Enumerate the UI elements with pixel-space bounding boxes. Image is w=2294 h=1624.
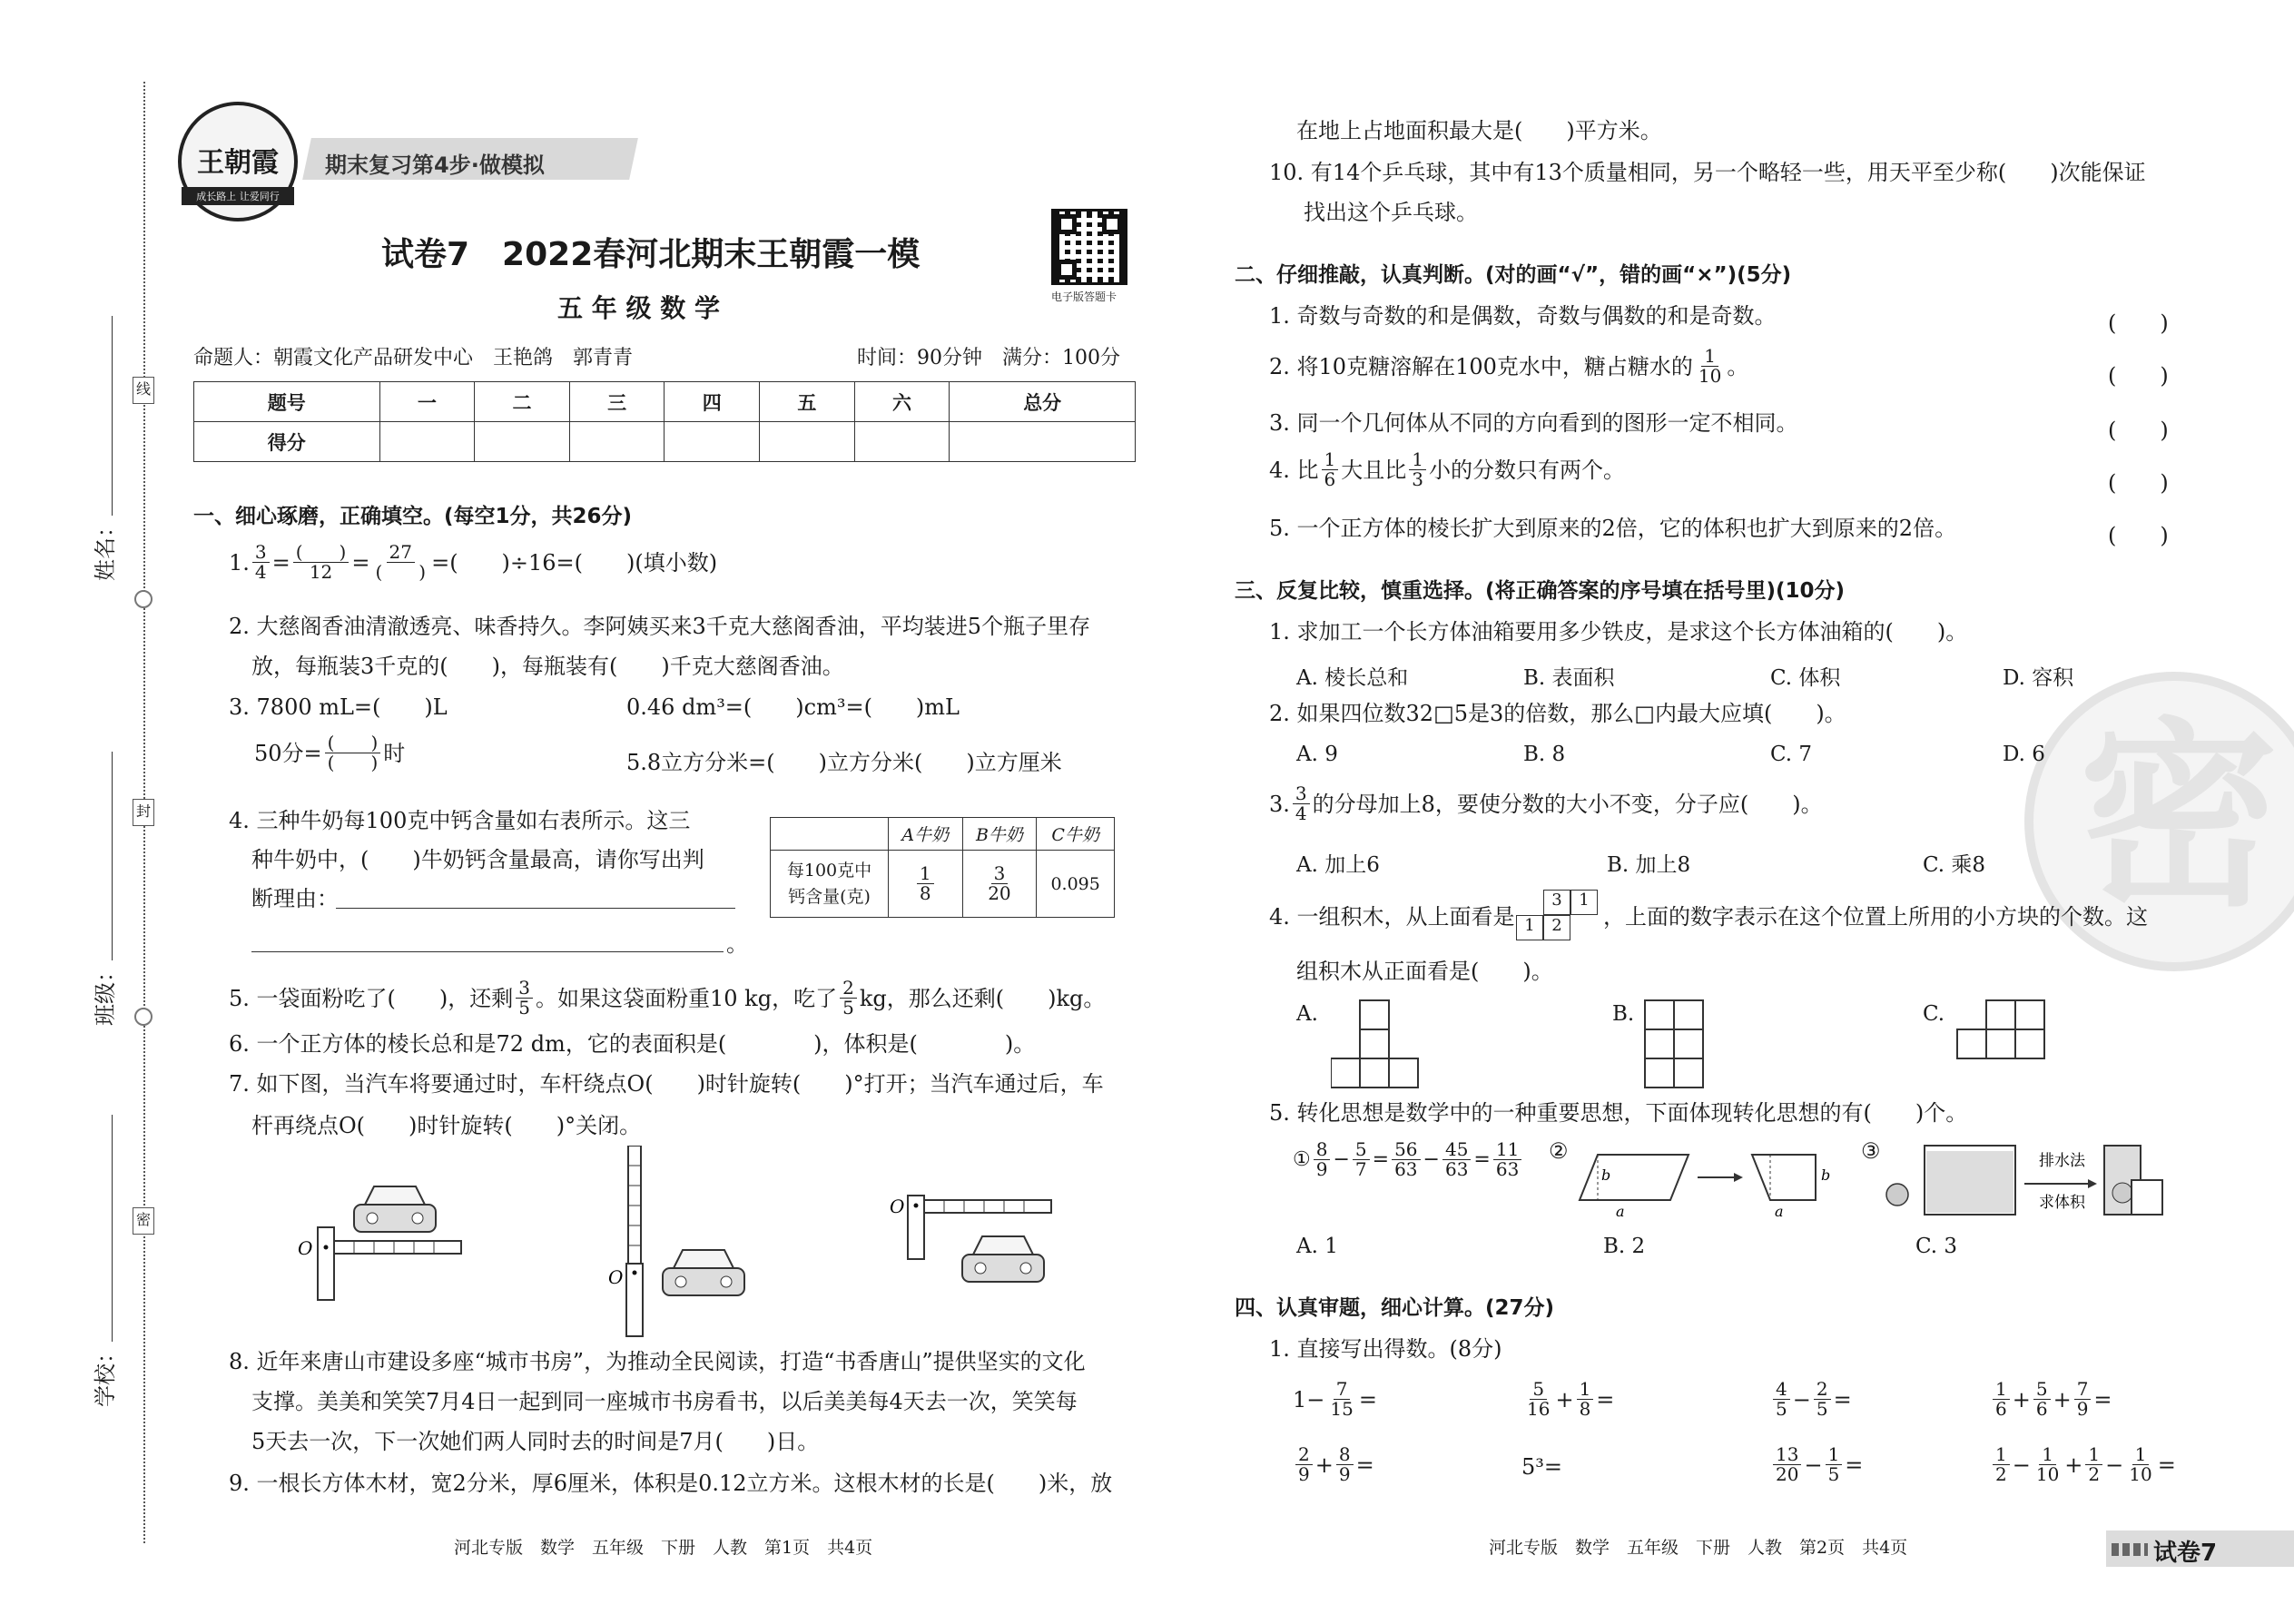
q4-line2: 种牛奶中，( )牛奶钙含量最高，请你写出判	[251, 847, 704, 872]
fraction: $\frac{1}{8}$	[1577, 1380, 1594, 1419]
q8-line2: 支撑。美美和笑笑7月4日一起到同一座城市书房看书，以后美美每4天去一次，笑笑每	[251, 1389, 1078, 1414]
q3a: 3. 7800 mL=( )L	[229, 694, 448, 720]
q3c: 50分= $\frac{( )}{( )}$ 时	[254, 732, 406, 773]
fraction: $\frac{56}{63}$	[1392, 1140, 1420, 1179]
seal-char-mi: 密	[133, 1207, 154, 1235]
choice-q1-a[interactable]: A. 棱长总和	[1296, 666, 1409, 690]
footer-tag: 试卷7	[2153, 1540, 2218, 1567]
q9: 9. 一根长方体木材，宽2分米，厚6厘米，体积是0.12立方米。这根木材的长是( )米，放	[229, 1471, 1113, 1496]
choice-q4-c: 组积木从正面看是( )。	[1296, 959, 1553, 984]
choice-q2-b[interactable]: B. 8	[1523, 743, 1566, 766]
score-cell: 五	[760, 382, 855, 422]
section1-title: 一、细心琢磨，正确填空。(每空1分，共26分)	[193, 505, 633, 528]
q4-end: 。	[726, 931, 748, 957]
judge-2: 2. 将10克糖溶解在100克水中，糖占糖水的 $\frac{1}{10}$ 。	[1269, 345, 1749, 387]
judge-answer-4[interactable]: ( )	[2108, 470, 2169, 496]
qr-code[interactable]	[1051, 209, 1127, 285]
score-input[interactable]	[379, 422, 475, 462]
judge-answer-1[interactable]: ( )	[2108, 310, 2169, 336]
barrier-open	[608, 1146, 744, 1336]
q10-line1: 10. 有14个乒乓球，其中有13个质量相同，另一个略轻一些，用天平至少称( )次能保证	[1269, 160, 2146, 185]
judge-4: 4. 比 $\frac{1}{6}$ 大且比 $\frac{1}{3}$ 小的分数只有两个。	[1269, 448, 1625, 490]
logo-text: 王朝霞	[197, 147, 279, 179]
fraction: $\frac{2}{5}$	[1814, 1380, 1831, 1419]
fraction: $\frac{1}{10}$	[2129, 1443, 2152, 1485]
score-input[interactable]	[475, 422, 570, 462]
logo-seal	[178, 102, 298, 221]
section3-title: 三、反复比较，慎重选择。(将正确答案的序号填在括号里)(10分)	[1235, 579, 1846, 603]
q2-line1: 2. 大慈阁香油清澈透亮、味香持久。李阿姨买来3千克大慈阁香油，平均装进5个瓶子里存	[229, 614, 1091, 639]
calc-7: $\frac{13}{20}$ − $\frac{1}{5}$ =	[1770, 1445, 1863, 1484]
fraction: $\frac{3}{5}$	[516, 979, 533, 1018]
choice-q4-opt-c[interactable]: C.	[1923, 1002, 1945, 1026]
q5-mark-2: ②	[1549, 1138, 1569, 1164]
fraction: $\frac{1}{8}$	[917, 864, 934, 903]
score-cell: 三	[569, 382, 665, 422]
barrier-closed	[298, 1186, 461, 1300]
score-cell: 四	[665, 382, 760, 422]
fraction: $\frac{5}{16}$	[1527, 1378, 1551, 1420]
choice-q1-c[interactable]: C. 体积	[1770, 666, 1841, 690]
milk-header: B牛奶	[962, 818, 1037, 851]
barrier-closing	[890, 1196, 1051, 1282]
base-label: a	[1775, 1203, 1784, 1218]
fraction: $\frac{1}{2}$	[2085, 1445, 2102, 1484]
q3b: 0.46 dm³=( )cm³=( )mL	[626, 694, 960, 720]
fraction: $\frac{( )}{12}$	[293, 543, 350, 582]
fraction: $\frac{1}{2}$	[1993, 1445, 2010, 1484]
q6: 6. 一个正方体的棱长总和是72 dm，它的表面积是( )，体积是( )。	[229, 1031, 1036, 1057]
q2-line2: 放，每瓶装3千克的( )，每瓶装有( )千克大慈阁香油。	[251, 654, 844, 679]
footer-left: 河北专版 数学 五年级 下册 人教 第1页 共4页	[454, 1538, 873, 1558]
q7-line1: 7. 如下图，当汽车将要通过时，车杆绕点O( )时针旋转( )°打开；当汽车通过后，车	[229, 1071, 1104, 1097]
fraction: $\frac{2}{9}$	[1295, 1445, 1313, 1484]
point-o-label: O	[608, 1266, 624, 1288]
section2-title: 二、仔细推敲，认真判断。(对的画“√”，错的画“×”)(5分)	[1235, 263, 1792, 287]
fraction: $\frac{( )}{( )}$	[325, 733, 381, 773]
section4-title: 四、认真审题，细心计算。(27分)	[1235, 1296, 1555, 1320]
exam-title: 试卷7 2022春河北期末王朝霞一模	[381, 236, 921, 273]
score-cell: 得分	[194, 422, 380, 462]
choice-q3-b[interactable]: B. 加上8	[1607, 853, 1691, 877]
class-label: 班级：	[93, 960, 118, 1026]
point-o-label: O	[298, 1237, 313, 1259]
choice-q4-opt-a[interactable]: A.	[1296, 1002, 1318, 1026]
choice-q5-a[interactable]: A. 1	[1296, 1235, 1338, 1258]
authors: 命题人：朝霞文化产品研发中心 王艳鸽 郭青青	[193, 347, 634, 369]
score-cell: 总分	[950, 382, 1136, 422]
front-view-b	[1643, 999, 1716, 1089]
choice-q2-a[interactable]: A. 9	[1296, 743, 1338, 766]
judge-answer-3[interactable]: ( )	[2108, 418, 2169, 443]
q9-cont: 在地上占地面积最大是( )平方米。	[1296, 118, 1662, 143]
score-input[interactable]	[665, 422, 760, 462]
calc-6: 5³=	[1521, 1454, 1562, 1480]
judge-answer-5[interactable]: ( )	[2108, 523, 2169, 548]
choice-q2-d[interactable]: D. 6	[2003, 743, 2045, 766]
fraction: $\frac{3}{4}$	[1293, 784, 1310, 823]
car-icon	[663, 1250, 744, 1295]
q7-line2: 杆再绕点O( )时针旋转( )°关闭。	[251, 1113, 642, 1138]
banner-text: 期末复习第4步·做模拟	[325, 153, 545, 178]
fraction: $\frac{1}{6}$	[1322, 450, 1339, 489]
judge-1: 1. 奇数与奇数的和是偶数，奇数与偶数的和是奇数。	[1269, 303, 1777, 329]
choice-q1-b[interactable]: B. 表面积	[1523, 666, 1615, 690]
calc-3: $\frac{4}{5}$ − $\frac{2}{5}$ =	[1770, 1380, 1852, 1419]
choice-q1: 1. 求加工一个长方体油箱要用多少铁皮，是求这个长方体油箱的( )。	[1269, 619, 1968, 645]
qr-caption: 电子版答题卡	[1051, 290, 1117, 303]
q8-line3: 5天去一次，下一次她们两人同时去的时间是7月( )日。	[251, 1429, 820, 1454]
fraction: $\frac{1}{5}$	[1826, 1445, 1843, 1484]
score-input[interactable]	[569, 422, 665, 462]
barrier-figure	[290, 1146, 1126, 1345]
fraction: $\frac{1}{10}$	[1698, 345, 1722, 387]
fraction: $\frac{11}{63}$	[1493, 1140, 1521, 1179]
time-score: 时间：90分钟 满分：100分	[857, 347, 1120, 369]
calc-8: $\frac{1}{2}$ − $\frac{1}{10}$ + $\frac{1}{2}$ − $\frac{1}{10}$ =	[1990, 1445, 2176, 1484]
exam-subtitle: 五 年 级 数 学	[557, 293, 720, 323]
name-field[interactable]	[87, 272, 123, 581]
height-label: b	[1821, 1166, 1831, 1184]
choice-q5: 5. 转化思想是数学中的一种重要思想，下面体现转化思想的有( )个。	[1269, 1100, 1968, 1126]
choice-q4-a: 4. 一组积木，从上面看是	[1269, 904, 1515, 930]
fraction: $\frac{8}{9}$	[1336, 1445, 1354, 1484]
fraction: $\frac{13}{20}$	[1773, 1445, 1801, 1484]
fraction: $\frac{1}{10}$	[2035, 1443, 2060, 1485]
base-label: a	[1616, 1203, 1625, 1218]
q1-middle: =( )÷16=( )	[431, 549, 635, 576]
point-o-label: O	[890, 1196, 905, 1217]
score-cell: 六	[854, 382, 950, 422]
q5-expr: ① $\frac{8}{9}$ − $\frac{5}{7}$ = $\frac{56}{63}$ − $\frac{45}{63}$ = $\frac{11}{63}$	[1293, 1140, 1524, 1179]
binding-hole-2	[134, 1008, 153, 1026]
school-field[interactable]	[87, 1071, 123, 1407]
score-table	[193, 381, 1136, 462]
q5-mark-3: ③	[1861, 1138, 1881, 1164]
choice-q5-c[interactable]: C. 3	[1915, 1235, 1958, 1258]
milk-c-value: 0.095	[1037, 851, 1115, 918]
fraction: $\frac{1}{3}$	[1409, 450, 1426, 489]
method-label-2: 求体积	[2039, 1194, 2085, 1212]
choice-q4-b: ，上面的数字表示在这个位置上所用的小方块的个数。这	[1603, 904, 2148, 930]
section4-q1: 1. 直接写出得数。(8分)	[1269, 1336, 1502, 1362]
q4-line1: 4. 三种牛奶每100克中钙含量如右表所示。这三	[229, 808, 691, 833]
top-view-grid: 3 1 1 2	[1516, 890, 1598, 940]
score-row-score	[194, 422, 1136, 462]
q1-number: 1.	[229, 549, 250, 576]
milk-header	[771, 818, 889, 851]
choice-q2: 2. 如果四位数32□5是3的倍数，那么□内最大应填( )。	[1269, 701, 1846, 726]
score-input[interactable]	[760, 422, 855, 462]
choice-q4-opt-b[interactable]: B.	[1612, 1002, 1635, 1026]
calc-2: $\frac{5}{16}$ + $\frac{1}{8}$ =	[1521, 1380, 1614, 1419]
car-icon	[962, 1236, 1044, 1282]
q1: 1. $\frac{3}{4}$ = $\frac{( )}{12}$ = $\frac{27}{( )}$ =( )÷16=( ) (填小数)	[229, 541, 718, 583]
judge-5: 5. 一个正方体的棱长扩大到原来的2倍，它的体积也扩大到原来的2倍。	[1269, 516, 1957, 541]
fraction: $\frac{8}{9}$	[1314, 1140, 1331, 1179]
score-cell: 一	[379, 382, 475, 422]
q4-reason-blank[interactable]	[336, 908, 735, 909]
fraction: $\frac{27}{( )}$	[375, 541, 427, 583]
milk-header: C牛奶	[1037, 818, 1115, 851]
milk-row-label: 每100克中 钙含量(克)	[771, 851, 889, 918]
front-view-c	[1955, 999, 2055, 1062]
calc-4: $\frac{1}{6}$ + $\frac{5}{6}$ + $\frac{7}{9}$ =	[1990, 1380, 2112, 1419]
fraction: $\frac{3}{20}$	[988, 862, 1011, 904]
calc-1: 1− $\frac{7}{15}$ =	[1293, 1378, 1377, 1420]
footer-right: 河北专版 数学 五年级 下册 人教 第2页 共4页	[1489, 1538, 1908, 1558]
method-label-1: 排水法	[2039, 1152, 2085, 1170]
watermark-char: 密	[2079, 701, 2279, 933]
name-label: 姓名：	[93, 516, 118, 581]
score-input[interactable]	[950, 422, 1136, 462]
binding-hole-1	[134, 590, 153, 608]
choice-q5-b[interactable]: B. 2	[1603, 1235, 1646, 1258]
footer-dots	[2112, 1543, 2148, 1556]
height-label: b	[1601, 1166, 1611, 1184]
score-cell: 题号	[194, 382, 380, 422]
logo-motto: 成长路上 让爱同行	[182, 187, 294, 205]
fraction: $\frac{45}{63}$	[1442, 1140, 1471, 1179]
fraction: $\frac{7}{15}$	[1330, 1378, 1354, 1420]
parallelogram-to-rectangle	[1570, 1146, 1834, 1218]
seal-char-feng: 封	[133, 799, 154, 826]
q1-tail: (填小数)	[635, 549, 718, 576]
q4-line3: 断理由：	[251, 886, 339, 911]
class-field[interactable]	[87, 708, 123, 1026]
q3d: 5.8立方分米=( )立方分米( )立方厘米	[626, 750, 1062, 775]
fraction: $\frac{5}{7}$	[1353, 1140, 1370, 1179]
judge-3: 3. 同一个几何体从不同的方向看到的图形一定不相同。	[1269, 410, 1798, 436]
school-label: 学校：	[93, 1342, 118, 1407]
front-view-a	[1331, 999, 1431, 1089]
judge-answer-2[interactable]: ( )	[2108, 363, 2169, 389]
fraction: $\frac{2}{5}$	[840, 979, 857, 1018]
q5: 5. 一袋面粉吃了( )，还剩 $\frac{3}{5}$ 。如果这袋面粉重10 kg，吃了 $\frac{2}{5}$ kg，那么还剩( )kg。	[229, 977, 1106, 1019]
choice-q1-d[interactable]: D. 容积	[2003, 666, 2074, 690]
choice-q3-c[interactable]: C. 乘8	[1923, 853, 1986, 877]
fraction: $\frac{7}{9}$	[2074, 1380, 2092, 1419]
choice-q2-c[interactable]: C. 7	[1770, 743, 1813, 766]
seal-char-xian: 线	[133, 377, 154, 404]
fraction: $\frac{5}{6}$	[2033, 1380, 2051, 1419]
water-displacement-figure	[1879, 1138, 2170, 1220]
score-row-number	[194, 382, 1136, 422]
car-icon	[354, 1186, 436, 1232]
milk-table	[770, 817, 1115, 918]
choice-q3: 3. $\frac{3}{4}$ 的分母加上8，要使分数的大小不变，分子应( )。	[1269, 782, 1823, 824]
score-cell: 二	[475, 382, 570, 422]
q8-line1: 8. 近年来唐山市建设多座“城市书房”，为推动全民阅读，打造“书香唐山”提供坚实的文化	[229, 1349, 1086, 1374]
fraction: $\frac{3}{4}$	[252, 543, 270, 582]
calc-5: $\frac{2}{9}$ + $\frac{8}{9}$ =	[1293, 1445, 1374, 1484]
choice-q3-a[interactable]: A. 加上6	[1296, 853, 1380, 877]
fraction: $\frac{4}{5}$	[1773, 1380, 1790, 1419]
fraction: $\frac{1}{6}$	[1993, 1380, 2010, 1419]
q10-line2: 找出这个乒乓球。	[1304, 200, 1478, 225]
q4-reason-blank-2[interactable]	[251, 951, 724, 952]
milk-header: A牛奶	[889, 818, 963, 851]
score-input[interactable]	[854, 422, 950, 462]
